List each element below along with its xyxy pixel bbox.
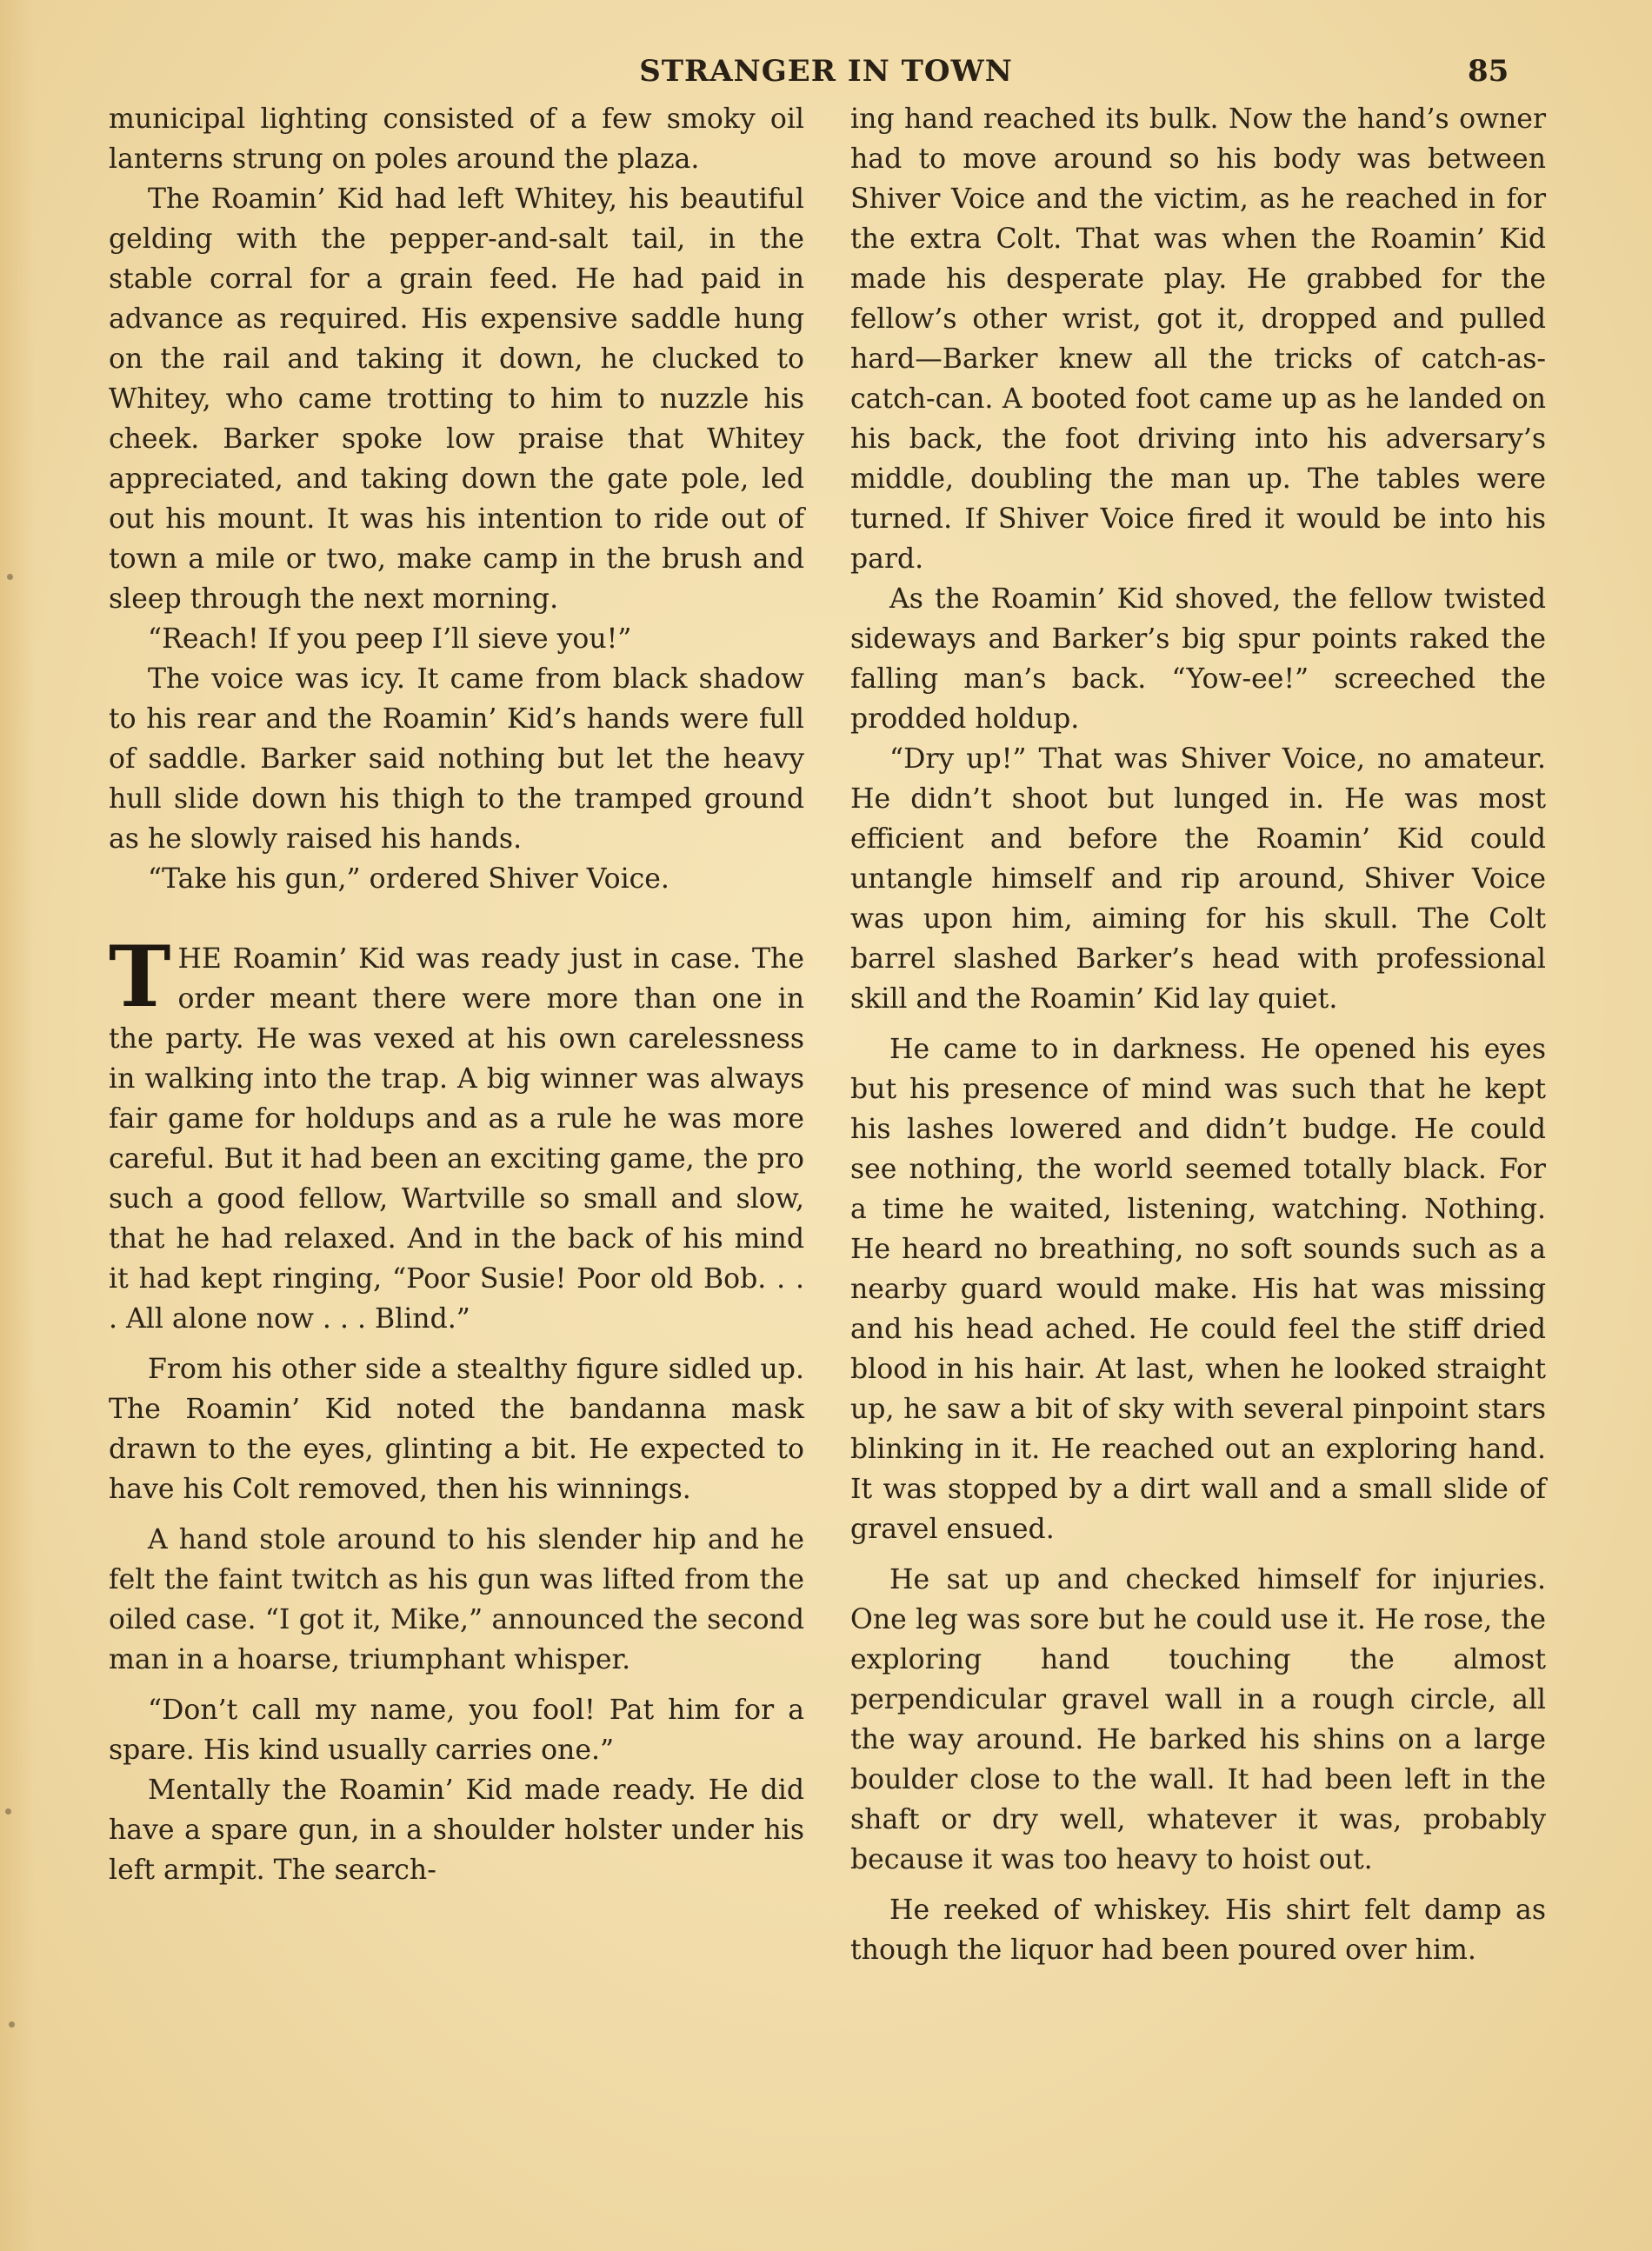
paragraph: The voice was icy. It came from black shadow to his rear and the Roamin’ Kid’s hands were full of saddle. Barker said nothing but let the heavy hull slide down his thigh to the tramped ground as he slowly raised his hands. [109,663,804,855]
paper-speck [5,1808,11,1815]
paragraph: Mentally the Roamin’ Kid made ready. He did have a spare gun, in a shoulder holster under his left armpit. The search- [109,1775,804,1886]
paragraph: As the Roamin’ Kid shoved, the fellow twisted sideways and Barker’s big spur points raked the falling man’s back. “Yow-ee!” screeched the prodded holdup. [850,583,1546,735]
paragraph: He came to in darkness. He opened his eyes but his presence of mind was such that he kept his lashes lowered and didn’t budge. He could see nothing, the world seemed totally black. For a time he waited, listening, watching. Nothing. He heard no breathing, no soft sounds such as a nearby guard would make. His hat was missing and his head ached. He could feel the stiff dried blood in his hair. At last, when he looked straight up, he saw a bit of sky with several pinpoint stars blinking in it. He reached out an exploring hand. It was stopped by a dirt wall and a small slide of gravel ensued. [850,1034,1546,1545]
paragraph: He reeked of whiskey. His shirt felt damp as though the liquor had been poured over him. [850,1895,1546,1966]
running-title: STRANGER IN TOWN [639,54,1013,89]
paragraph: “Take his gun,” ordered Shiver Voice. [148,863,669,895]
drop-cap: T [109,928,171,1026]
paragraph: From his other side a stealthy figure sidled up. The Roamin’ Kid noted the bandanna mask drawn to the eyes, glinting a bit. He expected to have his Colt removed, then his winnings. [109,1354,804,1505]
paragraph: “Reach! If you peep I’ll sieve you!” [148,623,632,655]
section-opening-paragraph [109,928,804,1339]
small-caps-word: HE [177,943,222,975]
paragraph: “Dry up!” That was Shiver Voice, no amateur. He didn’t shoot but lunged in. He was most efficient and before the Roamin’ Kid could untangle himself and rip around, Shiver Voice was upon him, aiming for his skull. The Colt barrel slashed Barker’s head with professional skill and the Roamin’ Kid lay quiet. [850,743,1546,1015]
paragraph: ing hand reached its bulk. Now the hand’s owner had to move around so his body was between Shiver Voice and the victim, as he reached in for the extra Colt. That was when the Roamin’ Kid made his desperate play. He grabbed for the fellow’s other wrist, got it, dropped and pulled hard—Barker knew all the tricks of catch-as-catch-can. A booted foot came up as he landed on his back, the foot driving into his adversary’s middle, doubling the man up. The tables were turned. If Shiver Voice fired it would be into his pard. [850,103,1546,575]
paper-speck [9,2021,15,2028]
paragraph: “Don’t call my name, you fool! Pat him for a spare. His kind usually carries one.” [109,1695,804,1766]
page-number: 85 [1468,54,1509,89]
right-column [850,99,1546,1970]
left-column [109,99,804,1890]
paragraph: He sat up and checked himself for injuries. One leg was sore but he could use it. He rose, the exploring hand touching the almost perpendicular gravel wall in a rough circle, all the way around. He barked his shins on a large boulder close to the wall. It had been left in the shaft or dry well, whatever it was, probably because it was too heavy to hoist out. [850,1564,1546,1875]
page-edge-shading [0,0,35,2251]
section-paragraph-text: Roamin’ Kid was ready just in case. The order meant there were more than one in the party. He was vexed at his own carelessness in walking into the trap. A big winner was always fair game for holdups and as a rule he was more careful. But it had been an exciting game, the pro such a good fellow, Wartville so small and slow, that he had relaxed. And in the back of his mind it had kept ringing, “Poor Susie! Poor old Bob. . . . All alone now . . . Blind.” [109,943,804,1335]
paragraph: The Roamin’ Kid had left Whitey, his beautiful gelding with the pepper-and-salt tail, in the stable corral for a grain feed. He had paid in advance as required. His expensive saddle hung on the rail and taking it down, he clucked to Whitey, who came trotting to him to nuzzle his cheek. Barker spoke low praise that Whitey appreciated, and taking down the gate pole, led out his mount. It was his intention to ride out of town a mile or two, make camp in the brush and sleep through the next morning. [109,183,804,615]
paper-speck [7,574,13,580]
paragraph: municipal lighting consisted of a few smoky oil lanterns strung on poles around the plaza. [109,103,804,175]
page-header [0,54,1652,97]
paragraph: A hand stole around to his slender hip and he felt the faint twitch as his gun was lifted from the oiled case. “I got it, Mike,” announced the second man in a hoarse, triumphant whisper. [109,1524,804,1675]
